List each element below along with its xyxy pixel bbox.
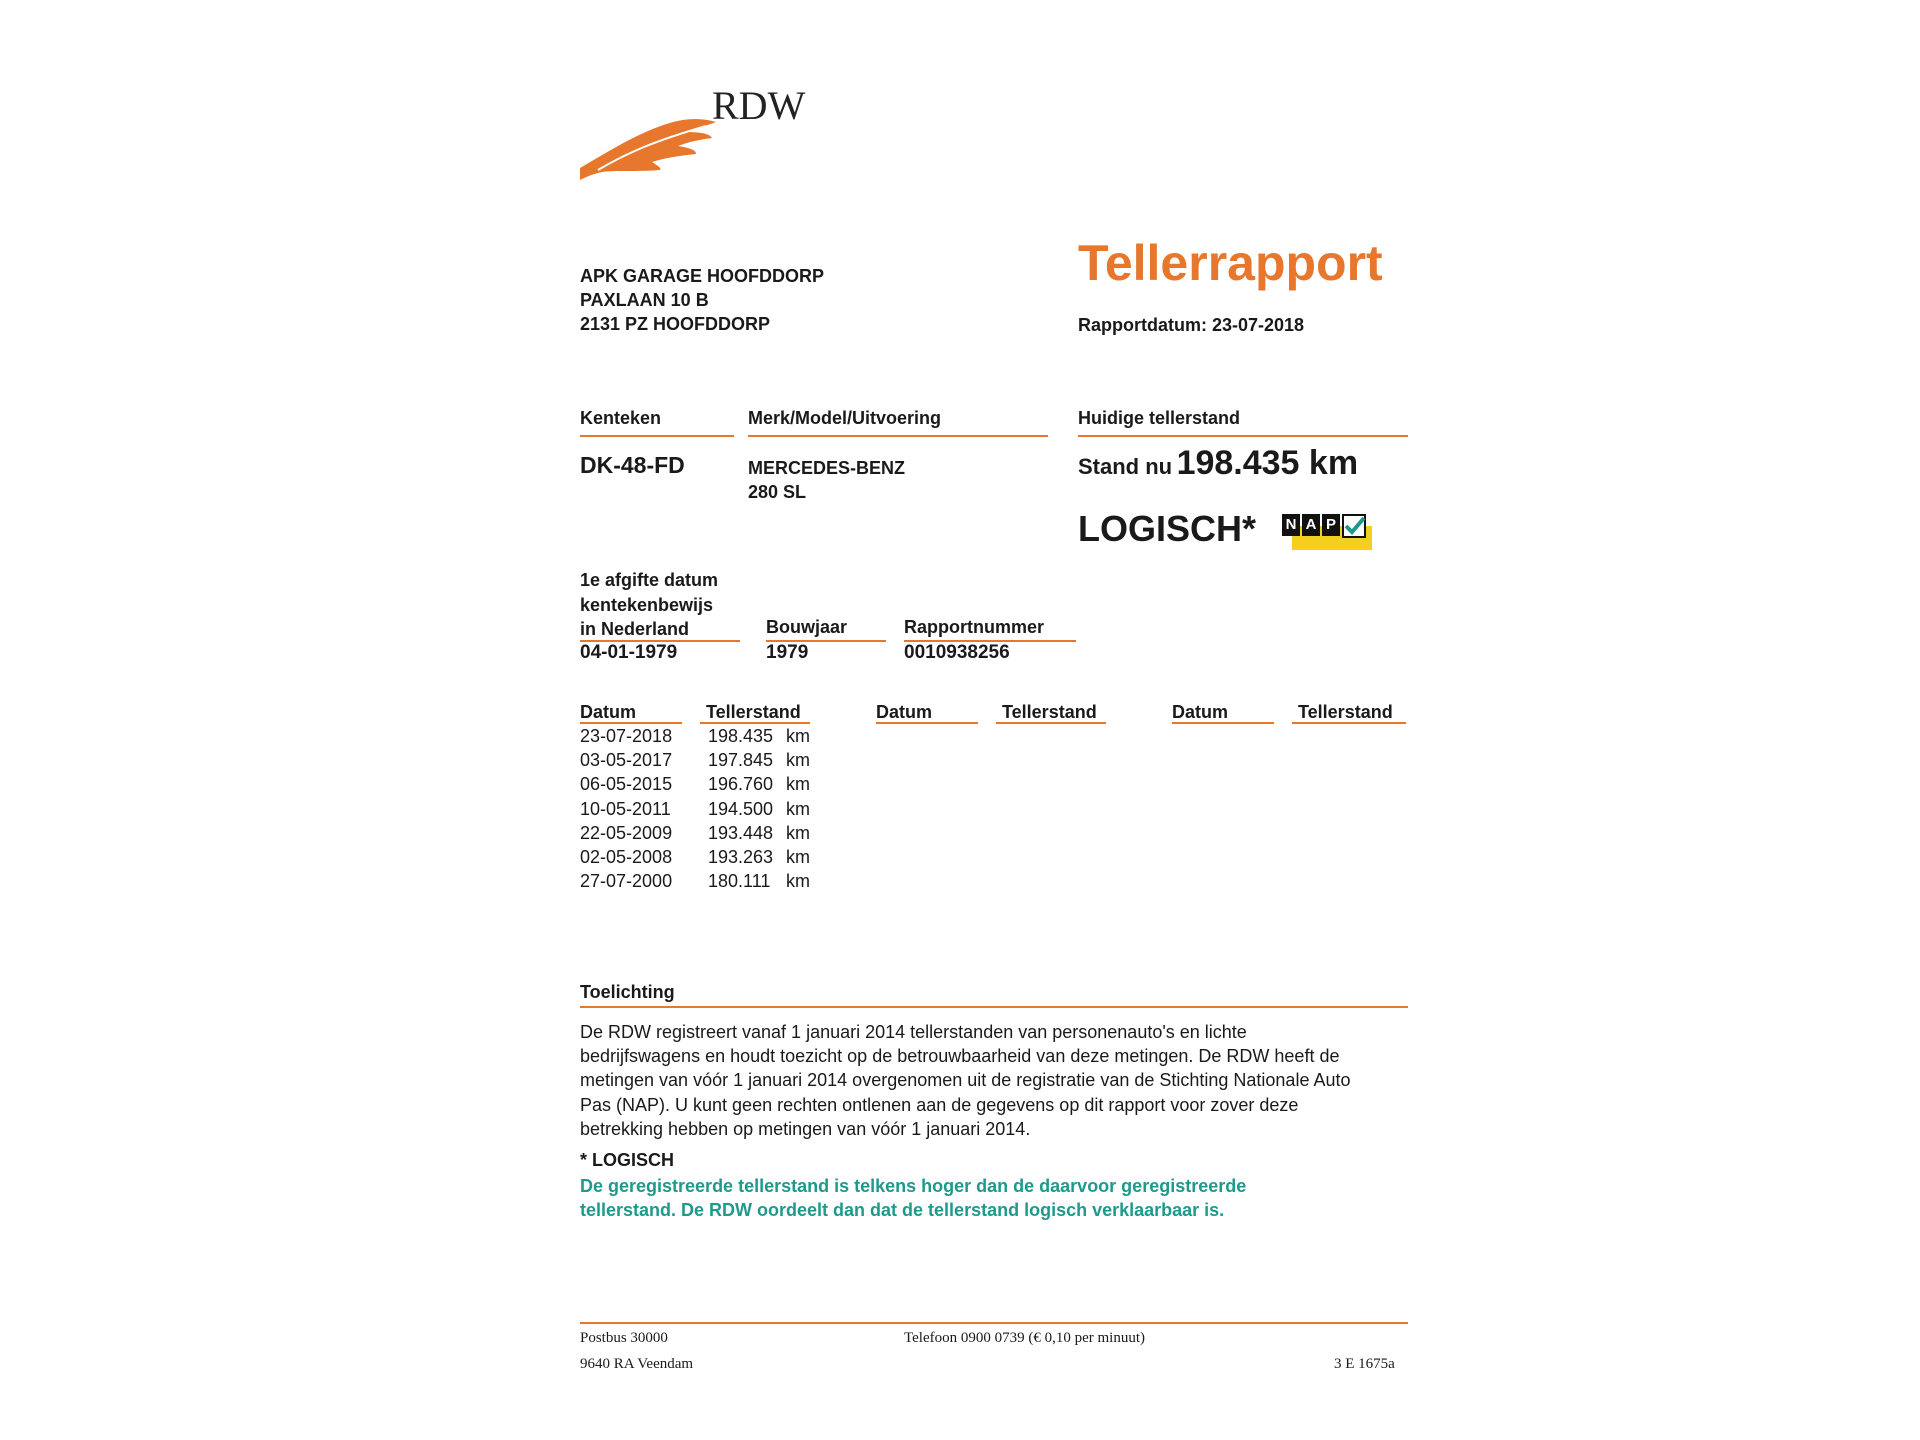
footer-plaats: 9640 RA Veendam [580, 1356, 694, 1372]
report-date: Rapportdatum: 23-07-2018 [1078, 315, 1305, 335]
afgifte-label-line-1: 1e afgifte datum [580, 570, 719, 590]
bouwjaar-label: Bouwjaar [766, 617, 848, 637]
merk-rule [748, 435, 1048, 437]
logisch-line: tellerstand. De RDW oordeelt dan dat de tellerstand logisch verklaarbaar is. [580, 1200, 1225, 1221]
nap-badge [1282, 512, 1374, 550]
kenteken-label: Kenteken [580, 408, 662, 428]
history-row-datum: 06-05-2015 [580, 774, 673, 795]
logisch-explanation [580, 1174, 1410, 1222]
check-icon [1342, 514, 1366, 538]
history-rule-tellerstand-3 [1292, 722, 1406, 724]
history-row-unit: km [786, 774, 810, 795]
history-row-datum: 27-07-2000 [580, 871, 673, 892]
current-reading [1078, 444, 1358, 483]
history-row-stand: 180.111 [708, 871, 771, 892]
history-row-datum: 23-07-2018 [580, 726, 673, 746]
toelichting-body [580, 1020, 1410, 1141]
afgifte-label [580, 568, 718, 642]
history-row-datum: 03-05-2017 [580, 750, 673, 771]
history-rule-datum-2 [876, 722, 978, 724]
history-row-unit: km [786, 798, 810, 819]
history-row-datum: 10-05-2011 [580, 798, 671, 819]
toelichting-line: De RDW registreert vanaf 1 januari 2014 tellerstanden van personenauto's en lichte [580, 1022, 1247, 1042]
history-rule-tellerstand-2 [996, 722, 1106, 724]
afgifte-label-line-3: in Nederland [580, 619, 690, 639]
afgifte-value: 04-01-1979 [580, 642, 678, 663]
history-col-tellerstand-1: Tellerstand [706, 702, 801, 722]
footer-rule [580, 1322, 1408, 1324]
status-logisch: LOGISCH* [1078, 508, 1257, 549]
logisch-title: * LOGISCH [580, 1150, 675, 1170]
rapportnummer-label: Rapportnummer [904, 617, 1045, 637]
rdw-logo-text: RDW [712, 83, 806, 128]
report-title: Tellerrapport [1078, 235, 1383, 291]
history-row-unit: km [786, 726, 810, 746]
history-row-unit: km [786, 822, 810, 843]
history-row-unit: km [786, 871, 810, 892]
stand-value: 198.435 km [1176, 444, 1359, 482]
kenteken-rule [580, 435, 734, 437]
history-row-stand: 193.448 [708, 822, 774, 843]
history-col-datum-2: Datum [876, 702, 933, 722]
afgifte-label-line-2: kentekenbewijs [580, 594, 714, 615]
history-row-stand: 194.500 [708, 798, 774, 819]
logisch-line: De geregistreerde tellerstand is telkens hoger dan de daarvoor geregistreerde [580, 1176, 1247, 1196]
history-row-datum: 02-05-2008 [580, 847, 673, 868]
toelichting-line: bedrijfswagens en houdt toezicht op de betrouwbaarheid van deze metingen. De RDW heeft de [580, 1046, 1340, 1067]
stand-prefix: Stand nu [1078, 454, 1173, 479]
history-unit-column [786, 724, 810, 893]
rapportnummer-value: 0010938256 [904, 642, 1010, 663]
history-row-unit: km [786, 847, 810, 868]
toelichting-label: Toelichting [580, 982, 675, 1002]
bouwjaar-value: 1979 [766, 642, 809, 663]
toelichting-rule [580, 1006, 1408, 1008]
history-datum-column [580, 724, 672, 893]
history-col-tellerstand-3: Tellerstand [1298, 702, 1393, 722]
merk-brand: MERCEDES-BENZ [748, 458, 906, 478]
history-row-stand: 198.435 [708, 726, 774, 746]
huidige-rule [1078, 435, 1408, 437]
kenteken-value: DK-48-FD [580, 452, 685, 478]
toelichting-line: betrekking hebben op metingen van vóór 1 januari 2014. [580, 1118, 1031, 1139]
garage-name: APK GARAGE HOOFDDORP [580, 266, 825, 286]
merk-model: 280 SL [748, 482, 807, 502]
toelichting-line: metingen van vóór 1 januari 2014 overgenomen uit de registratie van de Stichting Nationale Auto [580, 1070, 1351, 1091]
garage-street: PAXLAAN 10 B [580, 290, 709, 310]
merk-label: Merk/Model/Uitvoering [748, 408, 942, 428]
history-row-stand: 196.760 [708, 774, 774, 795]
nap-letter-p: P [1322, 514, 1340, 536]
toelichting-line: Pas (NAP). U kunt geen rechten ontlenen aan de gegevens op dit rapport voor zover deze [580, 1094, 1299, 1115]
huidige-label: Huidige tellerstand [1078, 408, 1241, 428]
history-row-stand: 197.845 [708, 750, 774, 771]
history-row-stand: 193.263 [708, 847, 774, 868]
history-col-datum-3: Datum [1172, 702, 1229, 722]
garage-city: 2131 PZ HOOFDDORP [580, 314, 771, 334]
history-col-datum-1: Datum [580, 702, 637, 722]
footer-code: 3 E 1675a [1334, 1356, 1395, 1372]
footer-postbus: Postbus 30000 [580, 1330, 668, 1346]
history-col-tellerstand-2: Tellerstand [1002, 702, 1097, 722]
history-stand-column [708, 724, 773, 893]
garage-address [580, 264, 824, 336]
nap-letter-n: N [1282, 514, 1300, 536]
footer-telefoon: Telefoon 0900 0739 (€ 0,10 per minuut) [904, 1330, 1145, 1346]
history-row-unit: km [786, 750, 810, 771]
merk-value [748, 456, 905, 504]
history-rule-datum-3 [1172, 722, 1274, 724]
history-row-datum: 22-05-2009 [580, 822, 673, 843]
nap-letter-a: A [1302, 514, 1320, 536]
